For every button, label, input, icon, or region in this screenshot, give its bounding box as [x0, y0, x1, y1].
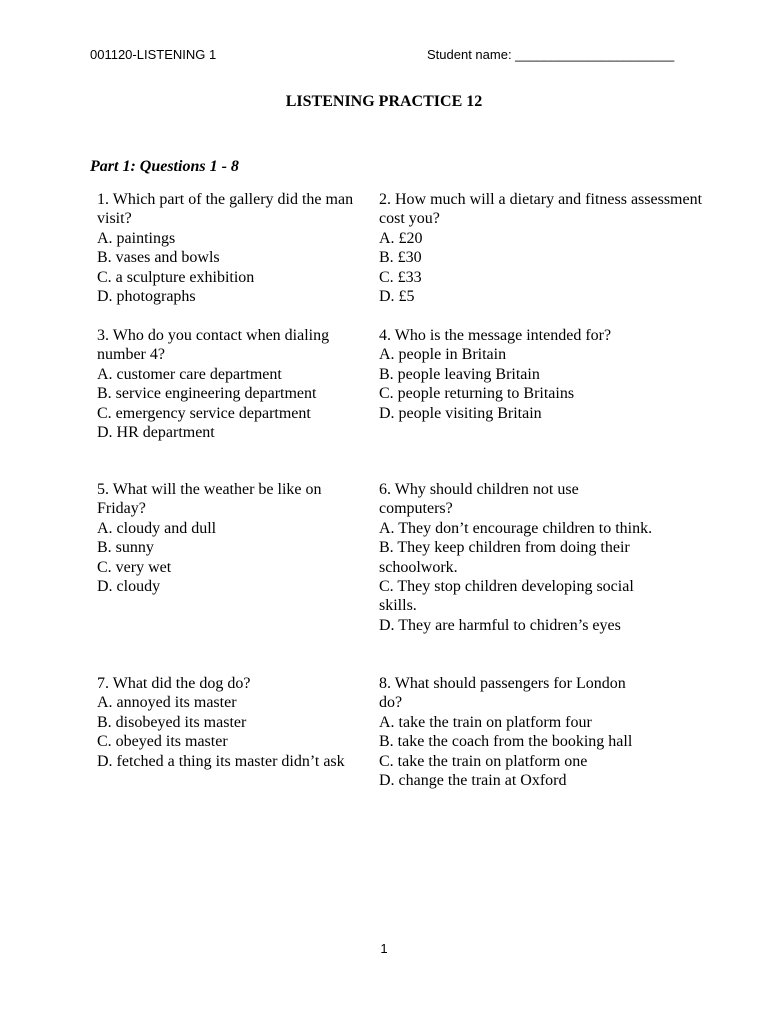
question-text: 2. How much will a dietary and fitness assessment cost you?: [379, 191, 703, 228]
option-a: A. take the train on platform four: [379, 713, 592, 731]
question-8: [379, 674, 649, 790]
option-b: B. disobeyed its master: [97, 713, 247, 731]
document-code: 001120-LISTENING 1: [90, 47, 217, 62]
page-number: 1: [380, 941, 388, 956]
option-c: C. emergency service department: [97, 404, 311, 422]
option-c: C. very wet: [97, 558, 172, 576]
option-b: B. service engineering department: [97, 385, 317, 403]
question-text: 5. What will the weather be like on Friday?: [97, 481, 322, 518]
question-5: [97, 480, 337, 596]
option-c: C. take the train on platform one: [379, 752, 588, 770]
question-2: [379, 190, 714, 306]
part-heading: Part 1: Questions 1 - 8: [90, 158, 239, 175]
question-text: 8. What should passengers for London do?: [379, 675, 626, 712]
option-d: D. HR department: [97, 424, 215, 442]
option-d: D. photographs: [97, 288, 196, 306]
option-d: D. They are harmful to chidren’s eyes: [379, 616, 621, 634]
option-d: D. £5: [379, 288, 415, 306]
question-text: 7. What did the dog do?: [97, 675, 251, 692]
option-a: A. annoyed its master: [97, 694, 237, 712]
option-c: C. people returning to Britains: [379, 385, 575, 403]
option-b: B. £30: [379, 249, 422, 267]
option-a: A. people in Britain: [379, 346, 507, 364]
option-d: D. change the train at Oxford: [379, 772, 567, 790]
question-4: [379, 326, 649, 423]
option-d: D. cloudy: [97, 578, 161, 596]
option-b: B. They keep children from doing their schoolwork.: [379, 539, 630, 576]
question-6: [379, 480, 664, 635]
student-name-field: Student name: ______________________: [427, 47, 675, 62]
question-text: 4. Who is the message intended for?: [379, 327, 612, 344]
option-b: B. take the coach from the booking hall: [379, 733, 633, 751]
option-c: C. They stop children developing social skills.: [379, 578, 634, 615]
option-a: A. They don’t encourage children to think.: [379, 519, 653, 537]
page-title: LISTENING PRACTICE 12: [285, 93, 483, 110]
question-text: 6. Why should children not use computers?: [379, 481, 579, 518]
option-a: A. customer care department: [97, 365, 282, 383]
option-b: B. vases and bowls: [97, 249, 220, 267]
question-3: [97, 326, 347, 442]
option-c: C. obeyed its master: [97, 733, 228, 751]
option-b: B. people leaving Britain: [379, 365, 540, 383]
option-b: B. sunny: [97, 539, 154, 557]
question-1: [97, 190, 367, 306]
option-d: D. people visiting Britain: [379, 404, 542, 422]
option-a: A. paintings: [97, 229, 176, 247]
option-c: C. £33: [379, 268, 422, 286]
option-a: A. £20: [379, 229, 423, 247]
option-c: C. a sculpture exhibition: [97, 268, 255, 286]
option-a: A. cloudy and dull: [97, 519, 217, 537]
question-text: 1. Which part of the gallery did the man visit?: [97, 191, 354, 228]
option-d: D. fetched a thing its master didn’t ask: [97, 752, 345, 770]
question-text: 3. Who do you contact when dialing number 4?: [97, 327, 330, 364]
question-7: [97, 674, 367, 771]
